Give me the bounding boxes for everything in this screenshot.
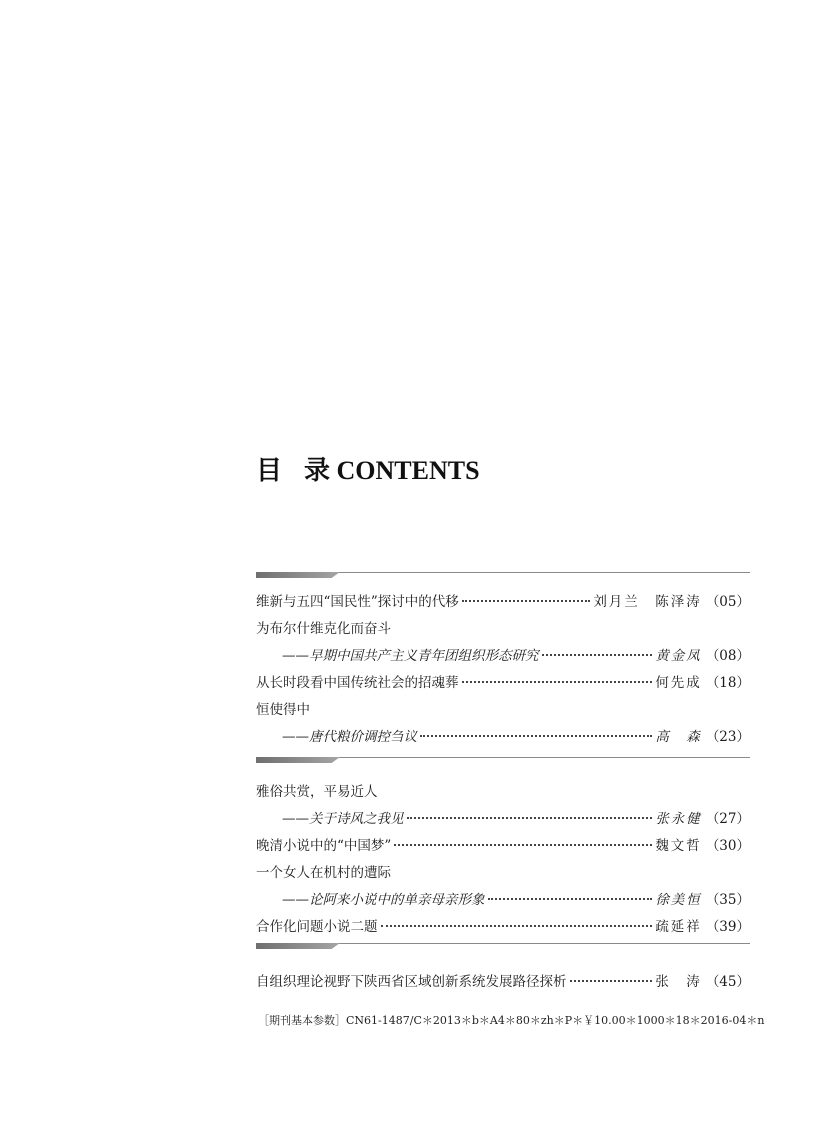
section-divider	[256, 757, 750, 767]
toc-entry-heading[interactable]	[256, 780, 750, 800]
toc-entry-subtitle[interactable]	[282, 644, 750, 664]
entry-author: 刘月兰 陈泽涛	[593, 594, 702, 610]
title-cn-1: 目	[256, 456, 283, 485]
entry-title: 一个女人在机村的遭际	[256, 865, 391, 881]
title-en: CONTENTS	[336, 456, 480, 485]
toc-entry-heading[interactable]	[256, 698, 750, 718]
toc-entry[interactable]	[256, 834, 750, 854]
dot-leader	[542, 654, 653, 656]
entry-title: 维新与五四“国民性”探讨中的代移	[256, 594, 459, 610]
dot-leader	[570, 980, 653, 982]
entry-page: （18）	[705, 675, 750, 691]
dot-leader	[462, 681, 653, 683]
toc-entry[interactable]	[256, 915, 750, 935]
entry-page: （27）	[705, 811, 750, 827]
entry-title: ——论阿来小说中的单亲母亲形象	[282, 892, 485, 908]
dot-leader	[462, 600, 591, 602]
entry-author: 高 森	[655, 729, 702, 745]
entry-title: 雅俗共赏，平易近人	[256, 784, 378, 800]
entry-author: 张 涛	[655, 974, 702, 990]
entry-title: ——关于诗风之我见	[282, 811, 404, 827]
title-cn-2: 录	[304, 456, 331, 485]
section-divider	[256, 572, 750, 582]
entry-page: （39）	[705, 919, 750, 935]
entry-title: ——唐代粮价调控刍议	[282, 729, 417, 745]
entry-author: 徐美恒	[655, 892, 702, 908]
toc-entry-heading[interactable]	[256, 617, 750, 637]
toc-entry[interactable]	[256, 590, 750, 610]
entry-title: 晚清小说中的“中国梦”	[256, 838, 392, 854]
dot-leader	[394, 844, 652, 846]
entry-title: 从长时段看中国传统社会的招魂葬	[256, 675, 459, 691]
dot-leader	[488, 898, 653, 900]
entry-page: （30）	[705, 838, 750, 854]
entry-title: 自组织理论视野下陕西省区域创新系统发展路径探析	[256, 974, 567, 990]
toc-entry-subtitle[interactable]	[282, 807, 750, 827]
entry-author: 张永健	[655, 811, 702, 827]
toc-entry-heading[interactable]	[256, 861, 750, 881]
entry-author: 黄金凤	[655, 648, 702, 664]
dot-leader	[407, 817, 653, 819]
journal-parameters: ［期刊基本参数］CN61-1487/C＊2013＊b＊A4＊80＊zh＊P＊￥10.00＊1000＊18＊2016-04＊n	[258, 1014, 765, 1027]
entry-title: 恒使得中	[256, 702, 310, 718]
entry-page: （23）	[705, 729, 750, 745]
entry-page: （08）	[705, 648, 750, 664]
section-divider	[256, 943, 750, 953]
toc-entry[interactable]	[256, 671, 750, 691]
entry-author: 疏延祥	[655, 919, 702, 935]
entry-author: 魏文哲	[655, 838, 702, 854]
entry-author: 何先成	[655, 675, 702, 691]
entry-page: （05）	[705, 594, 750, 610]
entry-page: （45）	[705, 974, 750, 990]
entry-page: （35）	[705, 892, 750, 908]
dot-leader	[381, 925, 653, 927]
entry-title: 为布尔什维克化而奋斗	[256, 621, 391, 637]
dot-leader	[420, 735, 652, 737]
toc-entry[interactable]	[256, 970, 750, 990]
toc-entry-subtitle[interactable]	[282, 888, 750, 908]
page-title	[256, 450, 480, 487]
entry-title: 合作化问题小说二题	[256, 919, 378, 935]
entry-title: ——早期中国共产主义青年团组织形态研究	[282, 648, 539, 664]
toc-entry-subtitle[interactable]	[282, 725, 750, 745]
